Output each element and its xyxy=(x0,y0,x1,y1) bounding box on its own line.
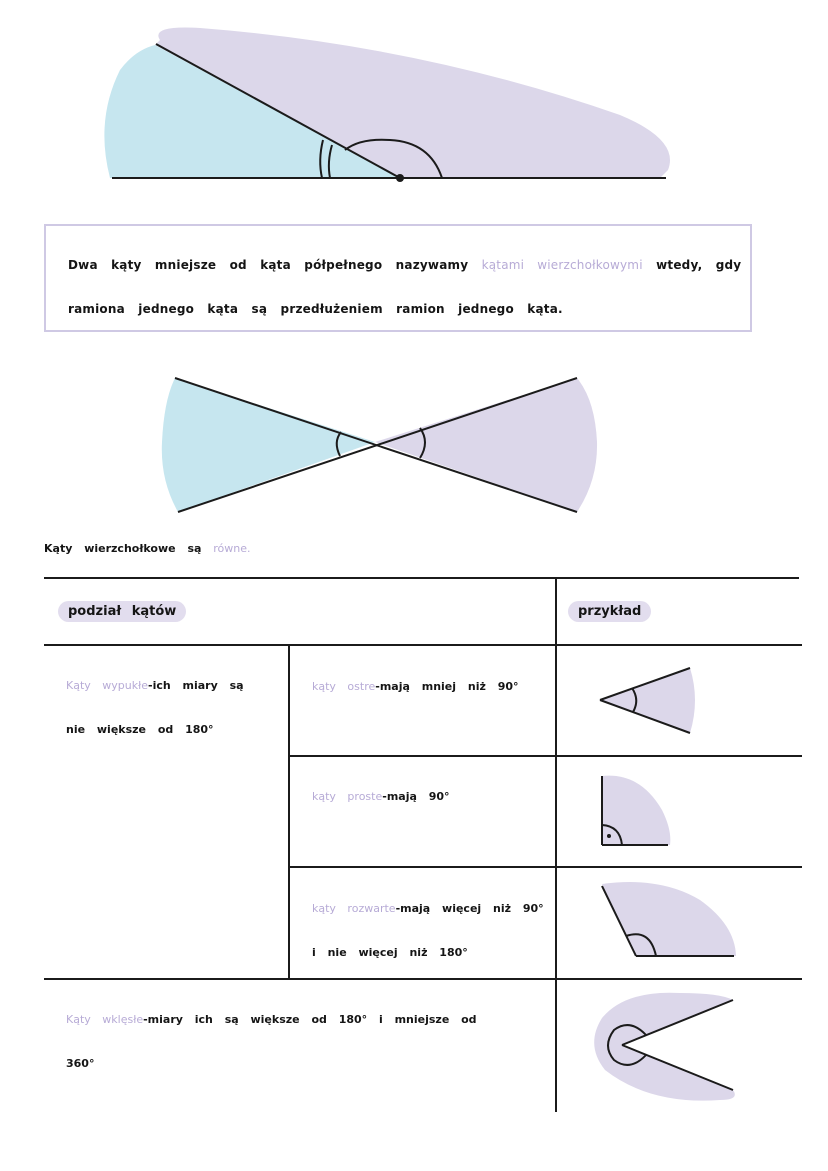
right-angle-example xyxy=(602,776,670,845)
obtuse-angles-definition xyxy=(312,902,544,915)
acute-rest: -mają mniej niż 90° xyxy=(375,680,519,693)
table-column-divider-middle xyxy=(288,644,290,978)
header-classification: podział kątów xyxy=(58,601,186,622)
table-header-border xyxy=(44,644,802,646)
row-divider-2 xyxy=(288,866,802,868)
convex-angles-definition xyxy=(66,679,244,692)
right-angles-definition xyxy=(312,790,450,803)
right-term: kąty proste xyxy=(312,790,383,803)
row-divider-1 xyxy=(288,755,802,757)
note-term: równe. xyxy=(213,542,251,555)
blue-vertical-angle-fill xyxy=(162,378,375,512)
vertical-angles-figure xyxy=(0,360,828,530)
obtuse-rest: -mają więcej niż 90° xyxy=(395,902,544,915)
definition-term: kątami wierzchołkowymi xyxy=(481,258,643,272)
convex-term: Kąty wypukłe xyxy=(66,679,148,692)
obtuse-term: kąty rozwarte xyxy=(312,902,396,915)
acute-angles-definition xyxy=(312,680,519,693)
definition-text-end: wtedy, gdy xyxy=(656,258,742,272)
acute-angle-example xyxy=(600,668,695,733)
definition-text: Dwa kąty mniejsze od kąta półpełnego nazywamy xyxy=(68,258,469,272)
supplementary-angles-figure xyxy=(0,0,828,200)
right-rest: -mają 90° xyxy=(382,790,450,803)
definition-line-2: ramiona jednego kąta są przedłużeniem ramion jednego kąta. xyxy=(68,302,563,316)
lavender-vertical-angle-fill xyxy=(375,378,597,512)
table-column-divider-right xyxy=(555,577,557,1112)
header-example: przykład xyxy=(568,601,651,622)
convex-angles-line-2: nie większe od 180° xyxy=(66,723,214,736)
obtuse-angle-example xyxy=(602,882,736,956)
reflex-rest: -miary ich są większe od 180° i mniejsze od xyxy=(143,1013,477,1026)
definition-line-1 xyxy=(68,258,741,272)
obtuse-angles-line-2: i nie więcej niż 180° xyxy=(312,946,468,959)
note-text: Kąty wierzchołkowe są xyxy=(44,542,202,555)
acute-term: kąty ostre xyxy=(312,680,376,693)
table-top-border xyxy=(44,577,799,579)
reflex-term: Kąty wklęsłe xyxy=(66,1013,144,1026)
convex-rest: -ich miary są xyxy=(148,679,244,692)
reflex-angle-example xyxy=(594,993,735,1101)
row-divider-3 xyxy=(44,978,802,980)
definition-box xyxy=(44,224,752,332)
reflex-angles-line-2: 360° xyxy=(66,1057,95,1070)
reflex-angles-definition xyxy=(66,1013,477,1026)
vertical-angles-note xyxy=(44,542,251,555)
vertex-dot xyxy=(396,174,404,182)
